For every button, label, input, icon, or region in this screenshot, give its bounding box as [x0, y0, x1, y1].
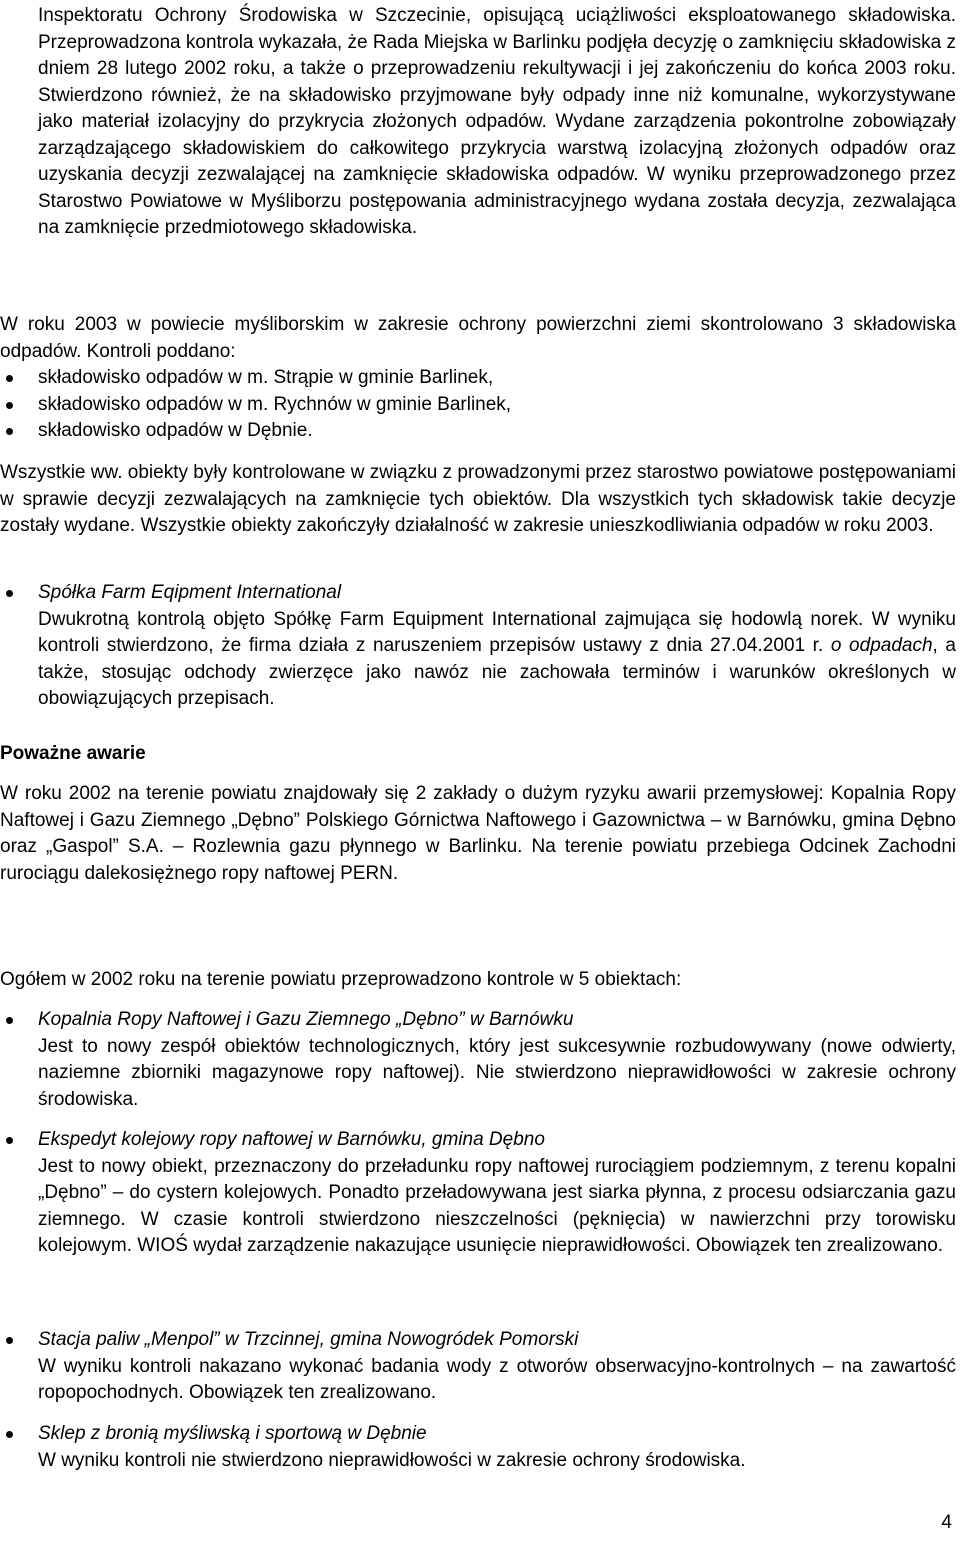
- object-description: W wyniku kontroli nie stwierdzono nieprawidłowości w zakresie ochrony środowiska.: [38, 1449, 746, 1471]
- text-block-summary: [0, 460, 956, 540]
- list-item-title: Sklep z bronią myśliwską i sportową w Dębnie: [0, 1421, 956, 1448]
- object-section: [0, 1007, 956, 1113]
- section-heading: Poważne awarie: [0, 743, 146, 764]
- paragraph-inspections-2003: W roku 2003 w powiecie myśliborskim w zakresie ochrony powierzchni ziemi skontrolowano 3 składowiska odpadów. Kontroli poddano:: [0, 314, 956, 362]
- farm-text-a: Dwukrotną kontrolą objęto Spółkę Farm Equipment International zajmująca się hodowlą norek. W wyniku kontroli stwierdzono, że firma działa z naruszeniem przepisów ustawy z dnia 27.04.2001 r.: [38, 608, 956, 656]
- text-block-top: [38, 3, 956, 242]
- paragraph-farm: [0, 607, 956, 713]
- object-section: [0, 1127, 956, 1260]
- farm-text-b: , a także, stosując odchody zwierzęce jako nawóz nie zachowała terminów i warunków określonych w obowiązujących przepisach.: [38, 635, 956, 709]
- paragraph-major-hazards: W roku 2002 na terenie powiatu znajdowały się 2 zakłady o dużym ryzyku awarii przemysłowej: Kopalnia Ropy Naftowej i Gazu Ziemnego „Dębno” Polskiego Górnictwa Naftowego i Gazownictwa – w Barnówku, gmina Dębno oraz „Gaspol” S.A. – Rozlewnia gazu płynnego w Barlinku. Na terenie powiatu przebiega Odcinek Zachodni rurociągu dalekosiężnego ropy naftowej PERN.: [0, 783, 956, 884]
- object-section: [0, 1421, 956, 1474]
- page-number: 4: [941, 1512, 952, 1533]
- landfill-list: [0, 365, 956, 445]
- list-item-title: Ekspedyt kolejowy ropy naftowej w Barnówku, gmina Dębno: [0, 1127, 956, 1154]
- object-description: W wyniku kontroli nakazano wykonać badania wody z otworów obserwacyjno-kontrolnych – na zawartość ropopochodnych. Obowiązek ten zrealizowano.: [38, 1355, 956, 1403]
- text-block-2003: [0, 312, 956, 445]
- list-item: składowisko odpadów w m. Rychnów w gminie Barlinek,: [0, 392, 956, 419]
- list-item-title: Stacja paliw „Menpol” w Trzcinnej, gmina Nowogródek Pomorski: [0, 1327, 956, 1354]
- object-description: Jest to nowy zespół obiektów technologicznych, który jest sukcesywnie rozbudowywany (nowe odwierty, naziemne zbiorniki magazynowe ropy naftowej). Nie stwierdzono nieprawidłowości w zakresie ochrony środowiska.: [38, 1035, 956, 1110]
- farm-text-italic: o odpadach: [830, 635, 933, 656]
- paragraph-decisions: Wszystkie ww. obiekty były kontrolowane w związku z prowadzonymi przez starostwo powiatowe postępowaniami w sprawie decyzji zezwalających na zamknięcie tych obiektów. Dla wszystkich tych składowisk takie decyzje zostały wydane. Wszystkie obiekty zakończyły działalność w zakresie unieszkodliwiania odpadów w roku 2003.: [0, 462, 956, 536]
- list-item-title: Kopalnia Ropy Naftowej i Gazu Ziemnego „Dębno” w Barnówku: [0, 1007, 956, 1034]
- list-item-title: Spółka Farm Eqipment International: [0, 580, 956, 607]
- object-description: Jest to nowy obiekt, przeznaczony do przeładunku ropy naftowej rurociągiem podziemnym, z terenu kopalni „Dębno” – do cystern kolejowych. Ponadto przeładowywana jest siarka płynna, z procesu odsiarczania gazu ziemnego. W czasie kontroli stwierdzono nieszczelności (pęknięcia) w nawierzchni przy torowisku kolejowym. WIOŚ wydał zarządzenie nakazujące usunięcie nieprawidłowości. Obowiązek ten zrealizowano.: [38, 1155, 956, 1256]
- list-item: składowisko odpadów w m. Strąpie w gminie Barlinek,: [0, 365, 956, 392]
- text-block-2002: [0, 967, 956, 994]
- text-block-hazards: [0, 781, 956, 887]
- farm-section: [0, 580, 956, 713]
- heading-block: [0, 741, 956, 768]
- paragraph-inspections-2002: Ogółem w 2002 roku na terenie powiatu przeprowadzono kontrole w 5 obiektach:: [0, 969, 682, 990]
- object-section: [0, 1327, 956, 1407]
- paragraph-landfill-closure: Inspektoratu Ochrony Środowiska w Szczecinie, opisującą uciążliwości eksploatowanego składowiska. Przeprowadzona kontrola wykazała, że Rada Miejska w Barlinku podjęła decyzję o zamknięciu składowiska z dniem 28 lutego 2002 roku, a także o przeprowadzeniu rekultywacji i jej zakończeniu do końca 2003 roku. Stwierdzono również, że na składowisko przyjmowane były odpady inne niż komunalne, wykorzystywane jako materiał izolacyjny do przykrycia złożonych odpadów. Wydane zarządzenia pokontrolne zobowiązały zarządzającego składowiskiem do całkowitego przykrycia warstwą izolacyjną złożonych odpadów oraz uzyskania decyzji zezwalającej na zamknięcie składowiska odpadów. W wyniku przeprowadzonego przez Starostwo Powiatowe w Myśliborzu postępowania administracyjnego wydana została decyzja, zezwalająca na zamknięcie przedmiotowego składowiska.: [38, 5, 956, 238]
- farm-list: [0, 580, 956, 607]
- list-item: składowisko odpadów w Dębnie.: [0, 418, 956, 445]
